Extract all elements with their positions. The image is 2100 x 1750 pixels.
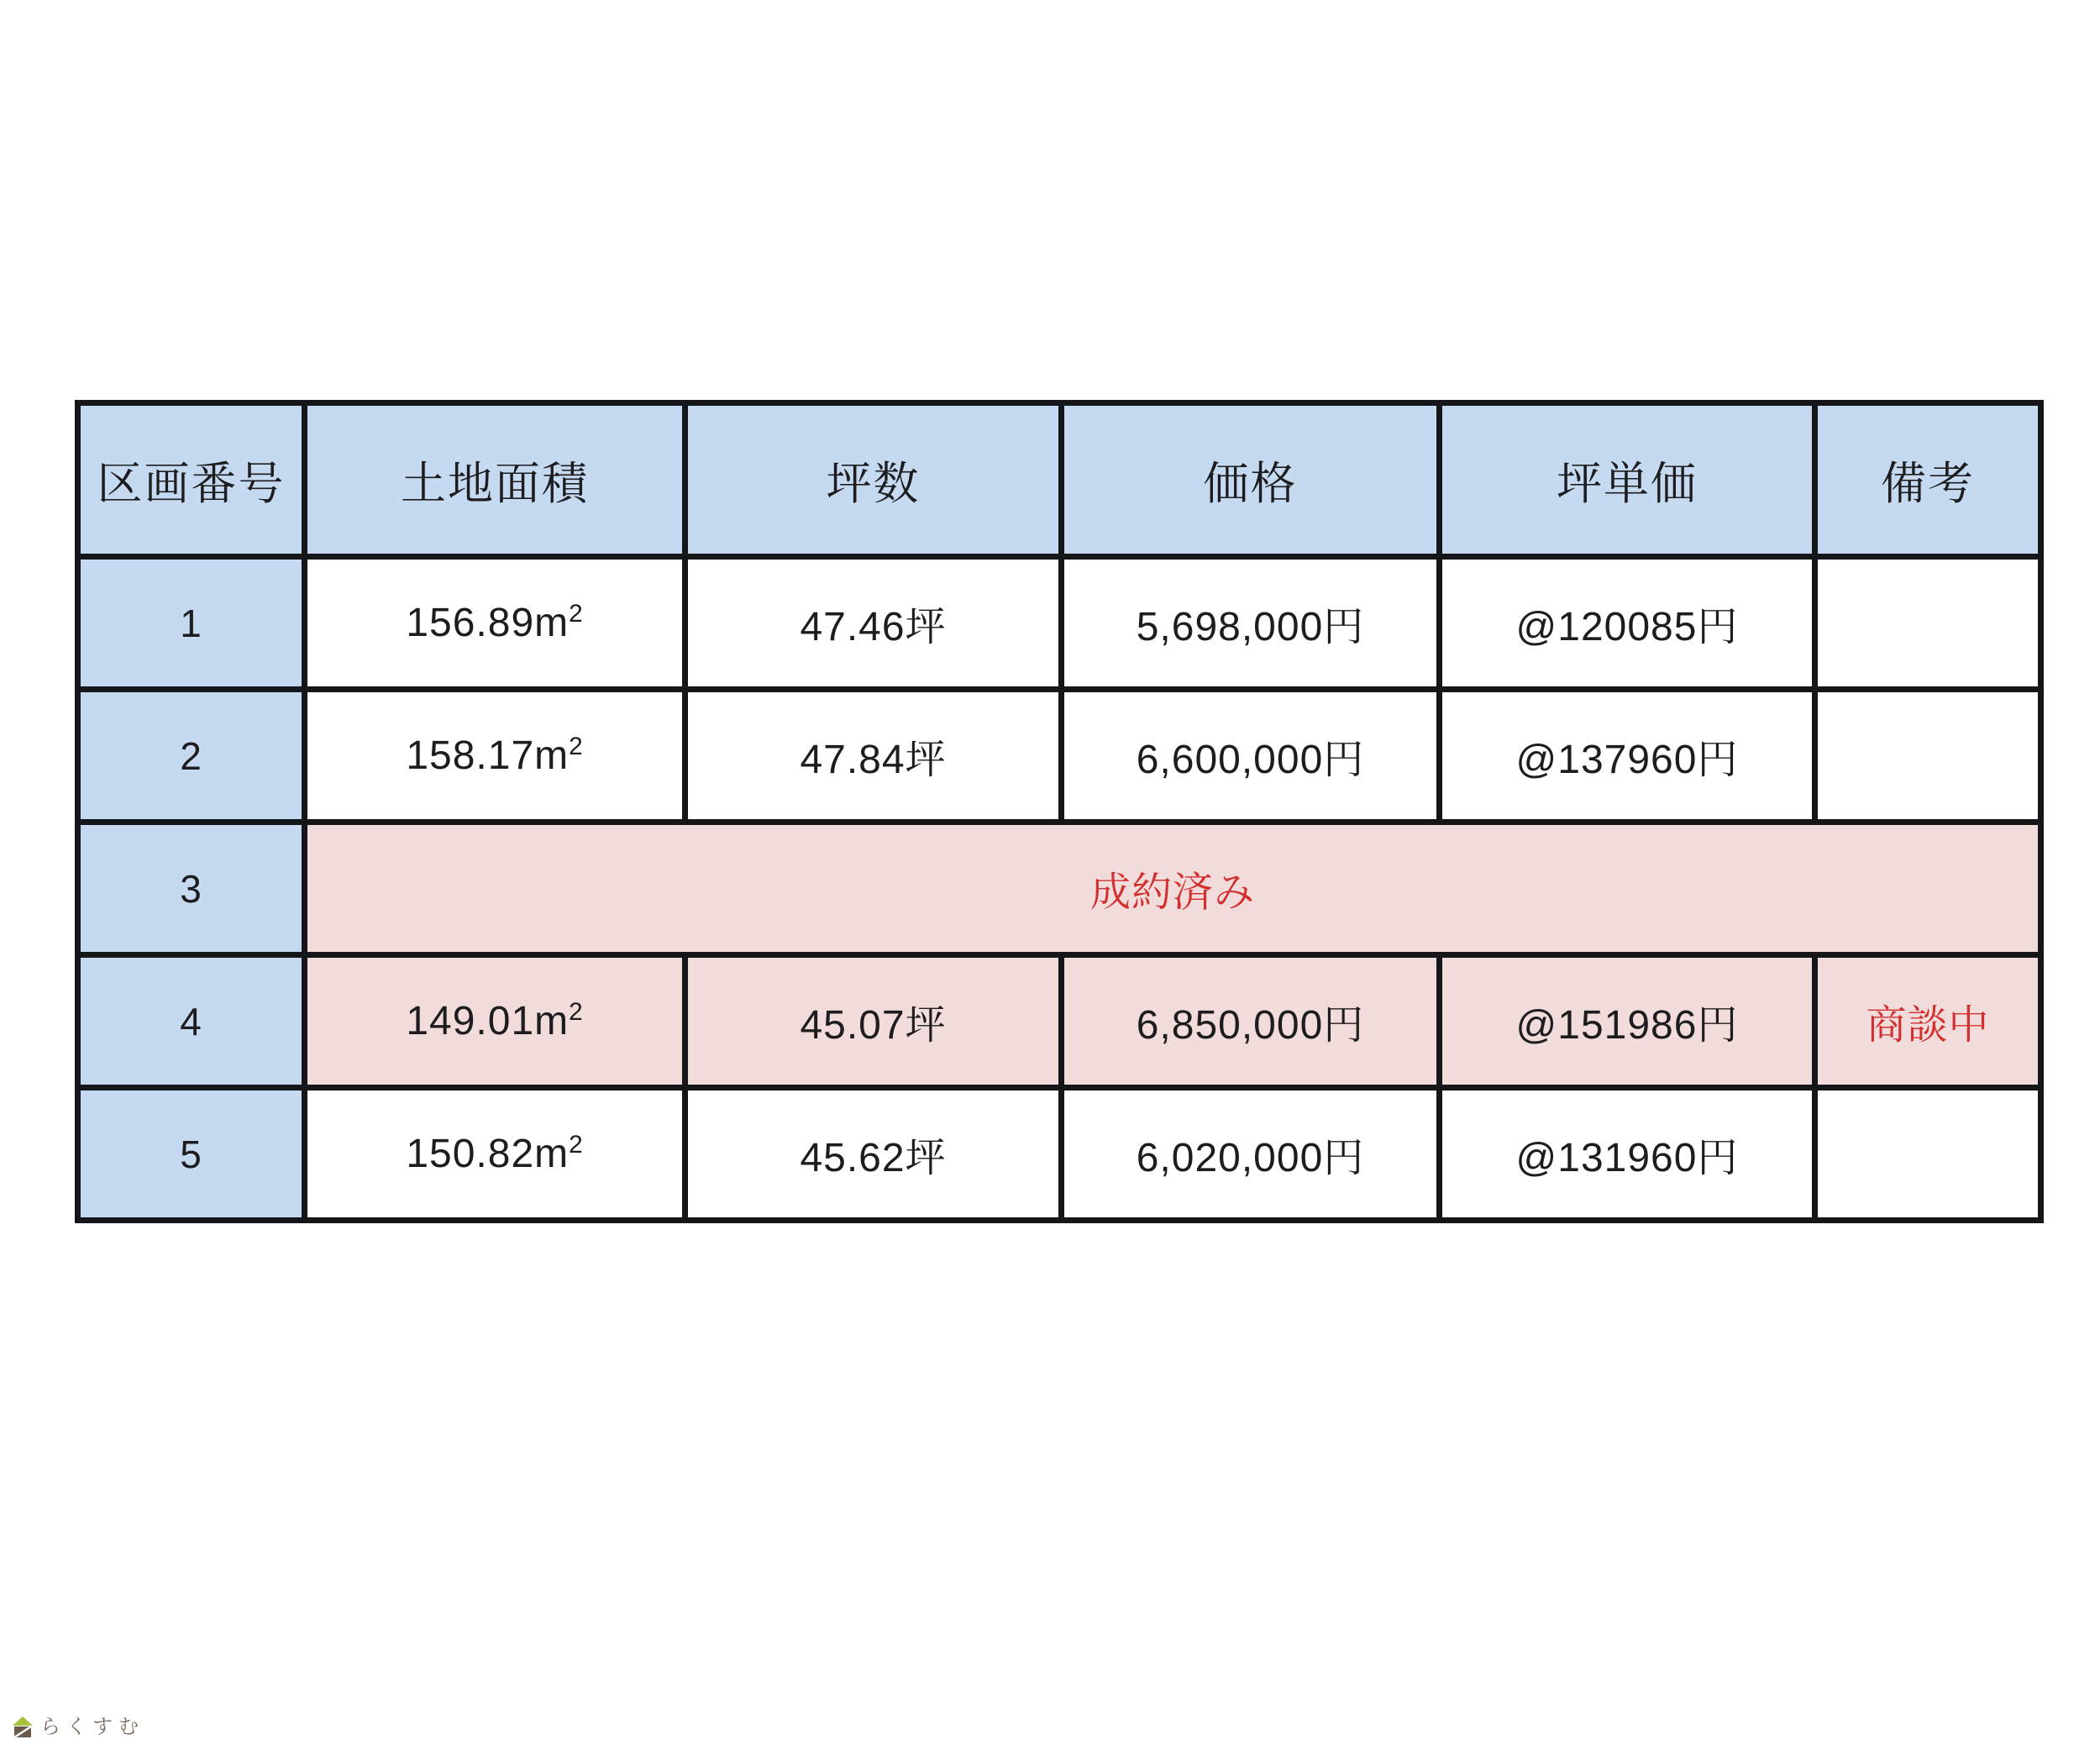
house-logo-icon — [12, 1716, 34, 1739]
unit-price-cell: @131960円 — [1440, 1088, 1815, 1221]
price-cell: 5,698,000円 — [1062, 557, 1440, 690]
land-area-cell: $156.89m^2$ — [305, 557, 685, 690]
unit-price-cell: @151986円 — [1440, 955, 1815, 1088]
remarks-cell — [1815, 690, 2041, 822]
price-cell: 6,020,000円 — [1062, 1088, 1440, 1221]
unit-price-cell: @137960円 — [1440, 690, 1815, 822]
land-area-cell: $158.17m^2$ — [305, 690, 685, 822]
tsubo-cell: 47.84坪 — [685, 690, 1062, 822]
price-cell: 6,850,000円 — [1062, 955, 1440, 1088]
lot-number-cell: 2 — [78, 690, 305, 822]
header-land-area: 土地面積 — [305, 403, 685, 557]
table-header-row — [78, 403, 2041, 557]
table-row-lot-4-negotiating — [78, 955, 2041, 1088]
header-tsubo-unit-price: 坪単価 — [1440, 403, 1815, 557]
watermark-brand-text: らくすむ — [40, 1716, 144, 1738]
header-tsubo-count: 坪数 — [685, 403, 1062, 557]
tsubo-cell: 45.07坪 — [685, 955, 1062, 1088]
unit-price-cell: @120085円 — [1440, 557, 1815, 690]
header-price: 価格 — [1062, 403, 1440, 557]
land-area-cell: $150.82m^2$ — [305, 1088, 685, 1221]
lot-number-cell: 4 — [78, 955, 305, 1088]
remarks-cell — [1815, 1088, 2041, 1221]
negotiating-status-cell: 商談中 — [1815, 955, 2041, 1088]
price-cell: 6,600,000円 — [1062, 690, 1440, 822]
sold-status-cell: 成約済み — [305, 822, 2041, 955]
tsubo-cell: 47.46坪 — [685, 557, 1062, 690]
table-row-lot-1 — [78, 557, 2041, 690]
lot-number-cell: 5 — [78, 1088, 305, 1221]
land-area-cell: $149.01m^2$ — [305, 955, 685, 1088]
header-remarks: 備考 — [1815, 403, 2041, 557]
lot-number-cell: 1 — [78, 557, 305, 690]
remarks-cell — [1815, 557, 2041, 690]
tsubo-cell: 45.62坪 — [685, 1088, 1062, 1221]
table-row-lot-3-sold — [78, 822, 2041, 955]
lot-number-cell: 3 — [78, 822, 305, 955]
header-lot-number: 区画番号 — [78, 403, 305, 557]
table-row-lot-2 — [78, 690, 2041, 822]
lot-price-table — [75, 400, 2044, 1223]
watermark — [12, 1716, 144, 1739]
table-row-lot-5 — [78, 1088, 2041, 1221]
